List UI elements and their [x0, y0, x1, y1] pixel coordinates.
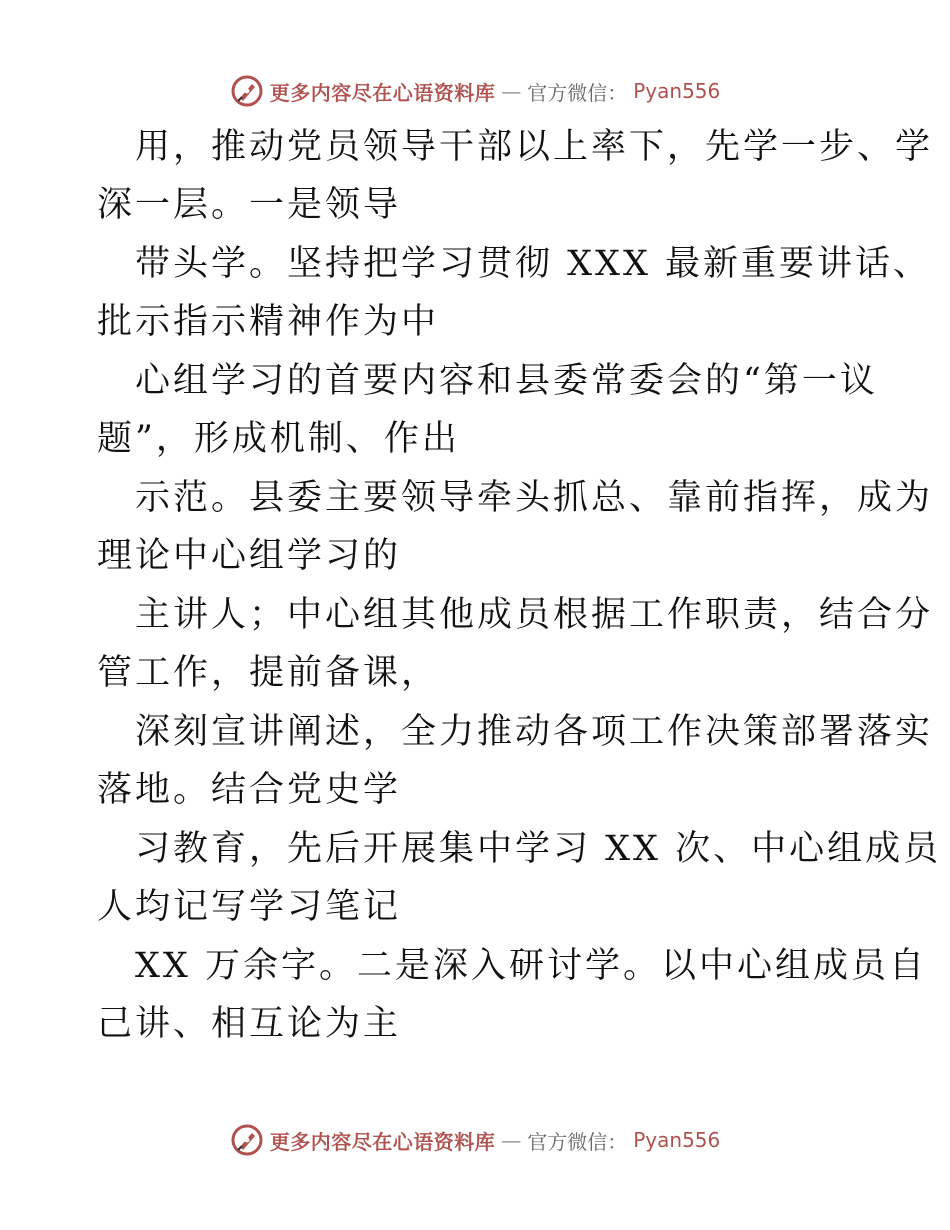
text-line: 理论中心组学习的 — [97, 536, 402, 576]
text-line: XX 万余字。二是深入研讨学。以中心组成员自 — [135, 946, 927, 986]
text-line: 习教育，先后开展集中学习 XX 次、中心组成员 — [135, 829, 942, 869]
pen-nib-circle-icon — [230, 74, 264, 108]
text-line: 用，推动党员领导干部以上率下，先学一步、学 — [135, 127, 934, 167]
text-line: 主讲人；中心组其他成员根据工作职责，结合分 — [135, 595, 934, 635]
watermark-title: 更多内容尽在心语资料库 — [269, 1129, 496, 1154]
text-line: 己讲、相互论为主 — [97, 1004, 402, 1044]
text-line: 深刻宣讲阐述，全力推动各项工作决策部署落实 — [135, 712, 934, 752]
text-line: 带头学。坚持把学习贯彻 XXX 最新重要讲话、 — [135, 244, 932, 284]
watermark-title: 更多内容尽在心语资料库 — [269, 80, 496, 105]
text-line: 深一层。一是领导 — [97, 185, 402, 225]
text-line: 心组学习的首要内容和县委常委会的“第一议 — [135, 361, 878, 401]
watermark-id: Pyan556 — [633, 1128, 721, 1152]
text-line: 题”，形成机制、作出 — [97, 419, 460, 459]
text-line: 管工作，提前备课， — [97, 653, 440, 693]
watermark-dash: — — [501, 79, 522, 103]
watermark-label: 官方微信： — [527, 1129, 628, 1154]
watermark-label: 官方微信： — [527, 80, 628, 105]
header-watermark — [0, 71, 950, 111]
watermark-dash: — — [501, 1128, 522, 1152]
watermark-id: Pyan556 — [633, 79, 721, 103]
text-line: 落地。结合党史学 — [97, 770, 402, 810]
pen-nib-circle-icon — [230, 1123, 264, 1157]
text-line: 示范。县委主要领导牵头抓总、靠前指挥，成为 — [135, 478, 934, 518]
footer-watermark — [0, 1120, 950, 1160]
text-line: 人均记写学习笔记 — [97, 887, 402, 927]
text-line: 批示指示精神作为中 — [97, 302, 440, 342]
